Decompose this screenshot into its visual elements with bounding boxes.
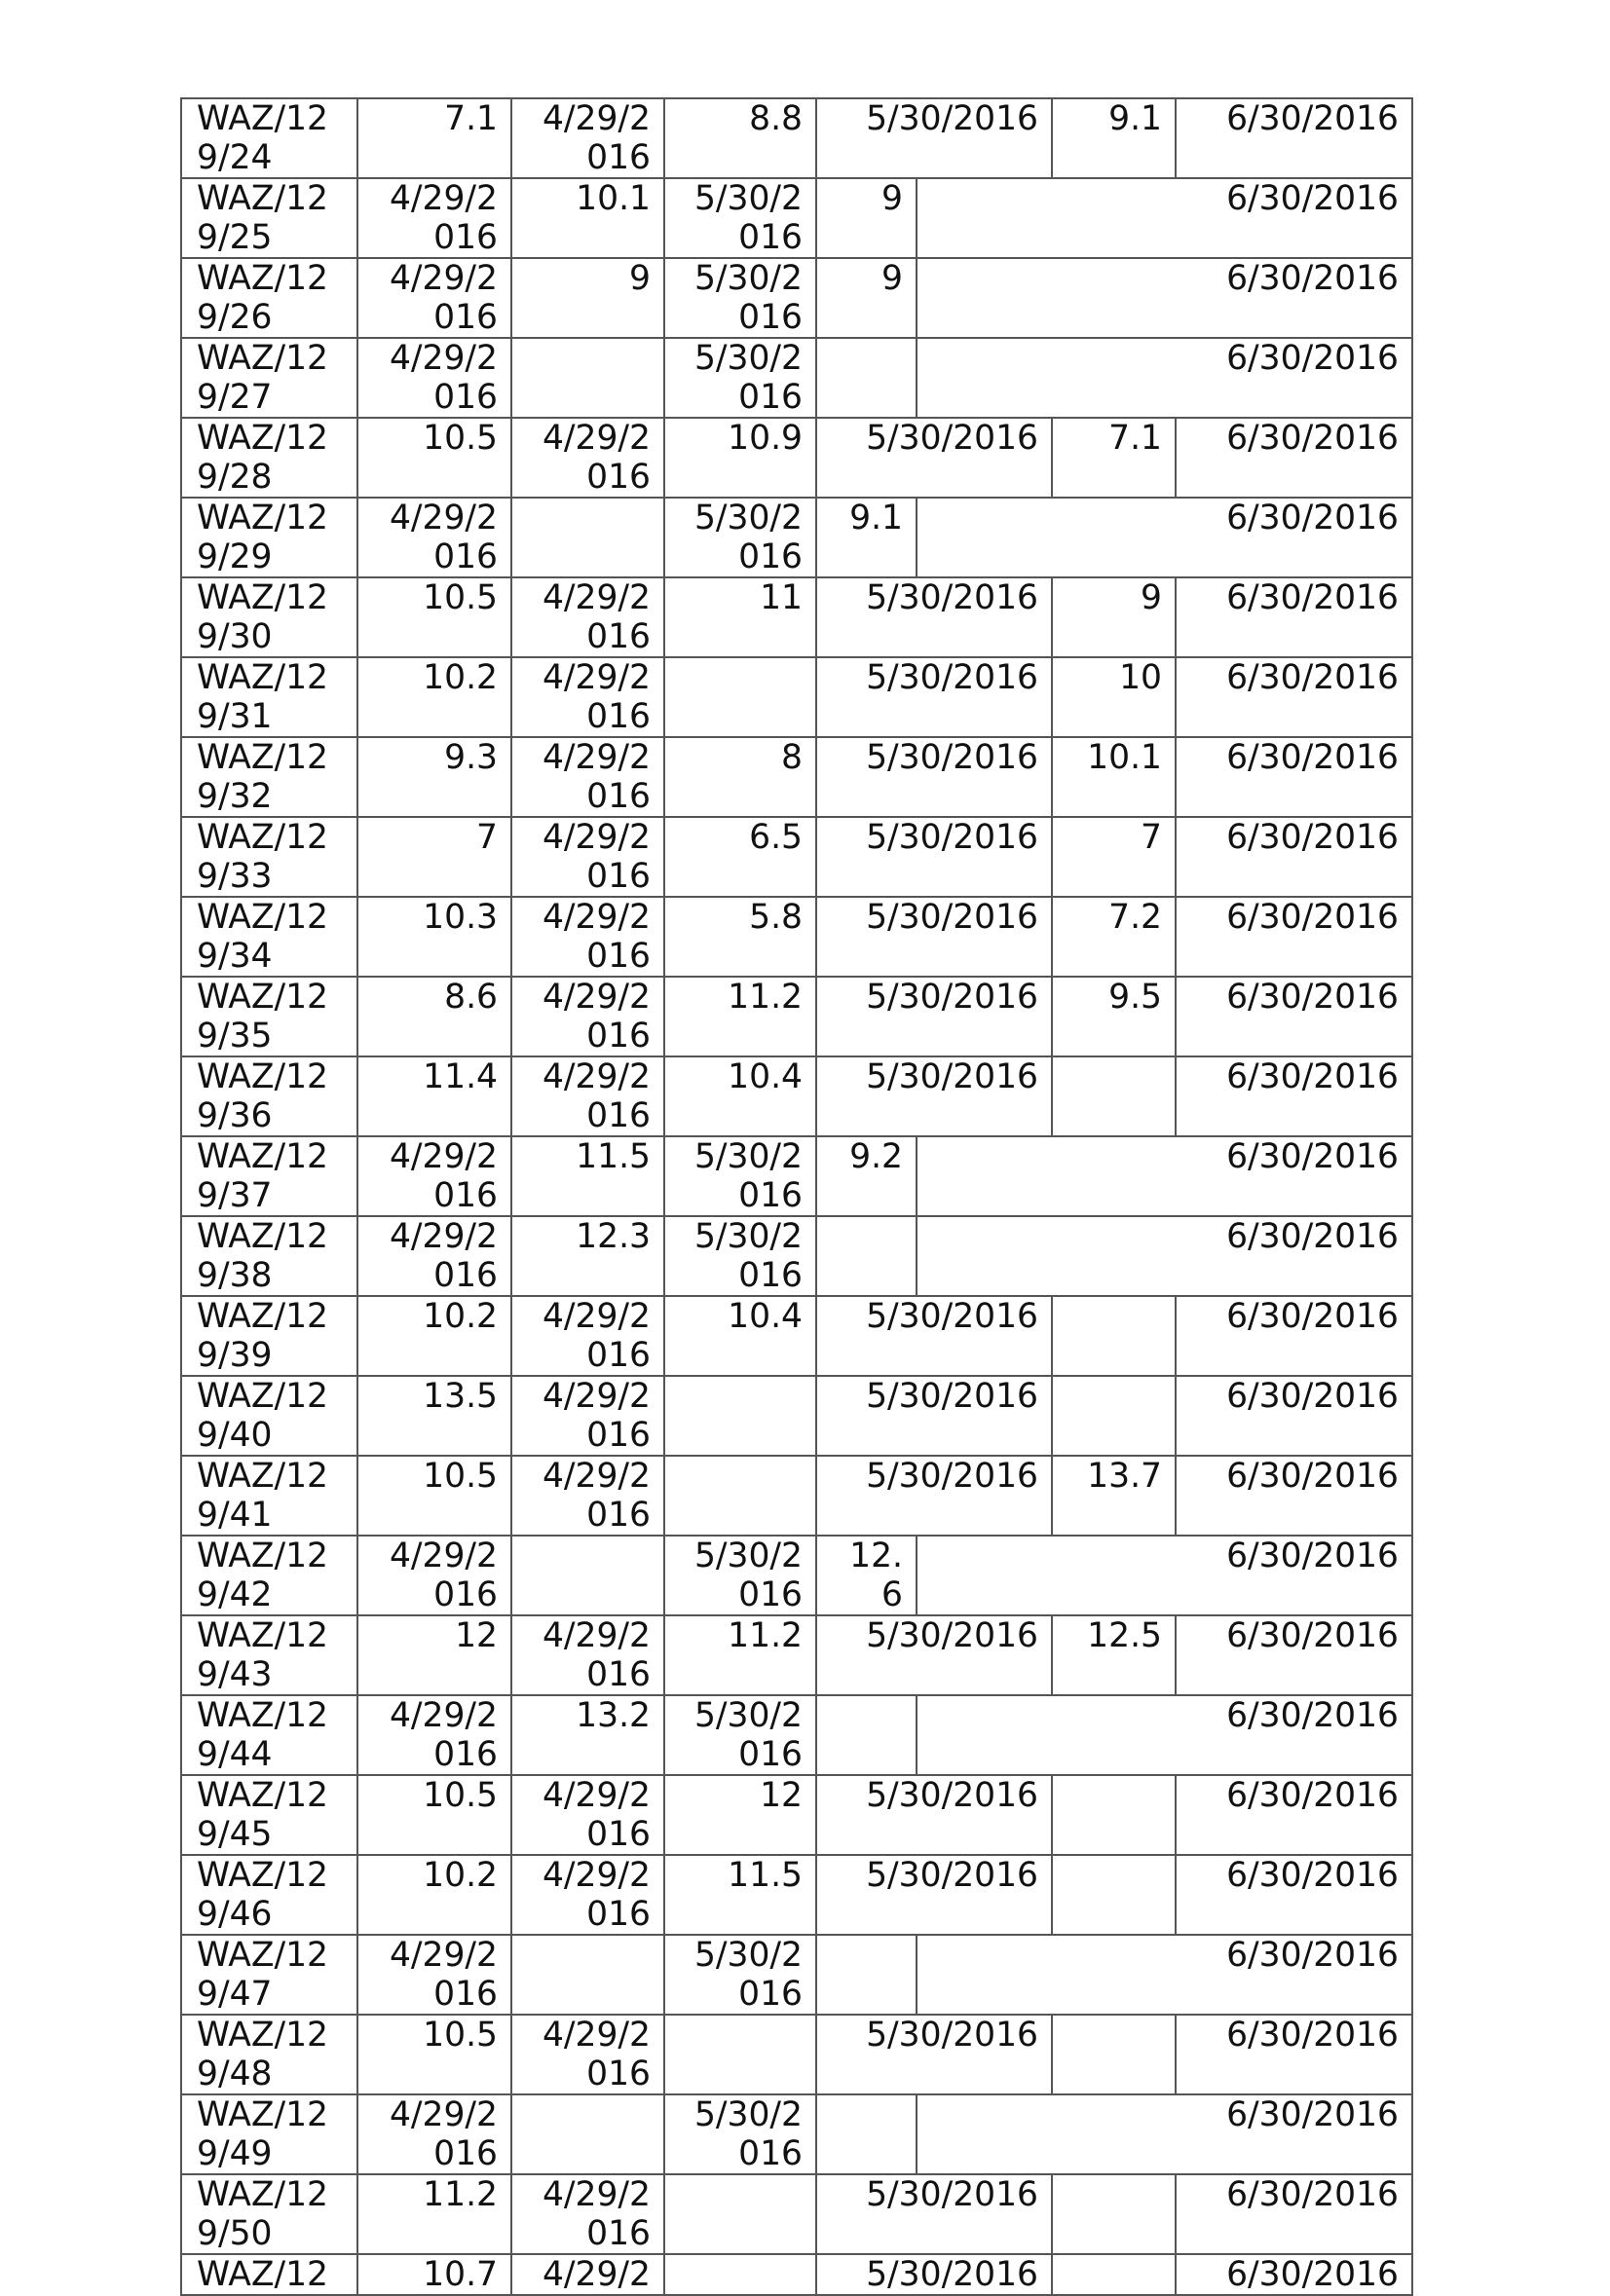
table-row	[181, 418, 1412, 498]
value-cell-1: 12	[357, 1615, 511, 1695]
value-cell-2: 10.9	[664, 418, 816, 498]
sample-id-cell: WAZ/129/30	[181, 577, 357, 657]
table-row	[181, 1216, 1412, 1296]
sample-id-cell: WAZ/129/41	[181, 1456, 357, 1536]
date-cell-2: 5/30/2016	[816, 1376, 1052, 1456]
date-cell-1: 4/29/2016	[511, 1775, 664, 1855]
date-cell-1: 4/29/2016	[511, 817, 664, 897]
date-cell-1: 4/29/2016	[357, 1695, 511, 1775]
sample-id-cell: WAZ/129/25	[181, 178, 357, 258]
value-cell-1: 7	[357, 817, 511, 897]
date-cell-1: 4/29/2016	[357, 258, 511, 338]
value-cell-3: 9.1	[1052, 98, 1176, 178]
date-cell-2: 5/30/2016	[664, 1216, 816, 1296]
date-cell-1: 4/29/2016	[511, 1056, 664, 1136]
date-cell-1: 4/29/2016	[511, 977, 664, 1056]
date-cell-3: 6/30/2016	[1176, 1056, 1412, 1136]
date-cell-3: 6/30/2016	[917, 1536, 1412, 1615]
value-cell-2: 6.5	[664, 817, 816, 897]
date-cell-3: 6/30/2016	[1176, 98, 1412, 178]
date-cell-2: 5/30/2016	[816, 817, 1052, 897]
value-cell-1: 10.2	[357, 1855, 511, 1935]
sample-id-cell: WAZ/129/39	[181, 1296, 357, 1376]
date-cell-3: 6/30/2016	[917, 1935, 1412, 2015]
sample-id-cell: WAZ/129/48	[181, 2015, 357, 2094]
value-cell-3	[1052, 2174, 1176, 2254]
table-row	[181, 2174, 1412, 2254]
date-cell-3: 6/30/2016	[917, 258, 1412, 338]
date-cell-3: 6/30/2016	[1176, 1775, 1412, 1855]
value-cell-2: 8.8	[664, 98, 816, 178]
sample-id-cell: WAZ/129/44	[181, 1695, 357, 1775]
date-cell-2: 5/30/2016	[816, 737, 1052, 817]
date-cell-3: 6/30/2016	[1176, 1615, 1412, 1695]
sample-id-cell: WAZ/129/24	[181, 98, 357, 178]
value-cell-3: 7	[1052, 817, 1176, 897]
value-cell-1: 12.3	[511, 1216, 664, 1296]
table-row	[181, 1296, 1412, 1376]
date-cell-1: 4/29/2016	[357, 1136, 511, 1216]
value-cell-2: 12.6	[816, 1536, 917, 1615]
table-body	[181, 98, 1412, 2295]
date-cell-3: 6/30/2016	[917, 1695, 1412, 1775]
date-cell-2: 5/30/2016	[664, 1136, 816, 1216]
value-cell-1: 7.1	[357, 98, 511, 178]
value-cell-3: 13.7	[1052, 1456, 1176, 1536]
value-cell-2	[664, 2174, 816, 2254]
value-cell-2	[816, 2094, 917, 2174]
table-row	[181, 1695, 1412, 1775]
value-cell-1: 10.5	[357, 418, 511, 498]
sample-id-cell: WAZ/129/26	[181, 258, 357, 338]
sample-id-cell: WAZ/129/45	[181, 1775, 357, 1855]
value-cell-1	[511, 338, 664, 418]
value-cell-1: 10.5	[357, 1456, 511, 1536]
date-cell-3: 6/30/2016	[1176, 2015, 1412, 2094]
sample-id-cell: WAZ/129/37	[181, 1136, 357, 1216]
date-cell-2: 5/30/2016	[816, 2254, 1052, 2295]
date-cell-1: 4/29/2016	[357, 2094, 511, 2174]
date-cell-2: 5/30/2016	[816, 1056, 1052, 1136]
value-cell-1: 10.5	[357, 577, 511, 657]
value-cell-3	[1052, 1296, 1176, 1376]
value-cell-3: 10	[1052, 657, 1176, 737]
value-cell-1: 10.2	[357, 1296, 511, 1376]
date-cell-3: 6/30/2016	[1176, 977, 1412, 1056]
value-cell-1: 10.1	[511, 178, 664, 258]
value-cell-2: 9	[816, 258, 917, 338]
sample-id-cell: WAZ/129/35	[181, 977, 357, 1056]
date-cell-1: 4/29/2016	[511, 2015, 664, 2094]
table-row	[181, 1855, 1412, 1935]
date-cell-1: 4/29/2016	[511, 98, 664, 178]
value-cell-1	[511, 1536, 664, 1615]
value-cell-2: 11	[664, 577, 816, 657]
value-cell-3: 7.2	[1052, 897, 1176, 977]
date-cell-3: 6/30/2016	[1176, 817, 1412, 897]
value-cell-2	[664, 2254, 816, 2295]
date-cell-3: 6/30/2016	[917, 1216, 1412, 1296]
date-cell-2: 5/30/2016	[816, 1775, 1052, 1855]
value-cell-2: 10.4	[664, 1056, 816, 1136]
date-cell-2: 5/30/2016	[664, 178, 816, 258]
table-row	[181, 258, 1412, 338]
value-cell-3	[1052, 1056, 1176, 1136]
value-cell-1: 10.2	[357, 657, 511, 737]
value-cell-2: 5.8	[664, 897, 816, 977]
value-cell-2: 10.4	[664, 1296, 816, 1376]
table-row	[181, 1136, 1412, 1216]
date-cell-1: 4/29/2016	[511, 737, 664, 817]
date-cell-2: 5/30/2016	[816, 657, 1052, 737]
date-cell-1: 4/29/2016	[511, 418, 664, 498]
sample-id-cell: WAZ/129/47	[181, 1935, 357, 2015]
date-cell-2: 5/30/2016	[816, 977, 1052, 1056]
date-cell-2: 5/30/2016	[816, 98, 1052, 178]
date-cell-3: 6/30/2016	[1176, 1376, 1412, 1456]
value-cell-1	[511, 498, 664, 577]
date-cell-3: 6/30/2016	[1176, 657, 1412, 737]
value-cell-1: 11.4	[357, 1056, 511, 1136]
table-row	[181, 178, 1412, 258]
value-cell-1: 9.3	[357, 737, 511, 817]
sample-id-cell: WAZ/129/36	[181, 1056, 357, 1136]
value-cell-1	[511, 1935, 664, 2015]
table-row	[181, 1056, 1412, 1136]
date-cell-3: 6/30/2016	[917, 178, 1412, 258]
date-cell-3: 6/30/2016	[1176, 577, 1412, 657]
value-cell-2	[664, 2015, 816, 2094]
sample-id-cell: WAZ/129/33	[181, 817, 357, 897]
sample-id-cell: WAZ/129/40	[181, 1376, 357, 1456]
sample-id-cell: WAZ/129/49	[181, 2094, 357, 2174]
value-cell-2: 9.2	[816, 1136, 917, 1216]
value-cell-3	[1052, 1376, 1176, 1456]
table-row	[181, 737, 1412, 817]
table-row	[181, 98, 1412, 178]
table-row	[181, 338, 1412, 418]
table-row	[181, 2254, 1412, 2295]
date-cell-1: 4/29/2016	[511, 897, 664, 977]
value-cell-1: 10.5	[357, 2015, 511, 2094]
table-row	[181, 1615, 1412, 1695]
value-cell-3: 7.1	[1052, 418, 1176, 498]
date-cell-1: 4/29/2016	[357, 338, 511, 418]
table-row	[181, 2094, 1412, 2174]
value-cell-2	[816, 338, 917, 418]
date-cell-1: 4/29/2016	[511, 1855, 664, 1935]
value-cell-1: 11.2	[357, 2174, 511, 2254]
date-cell-1: 4/29/2016	[357, 178, 511, 258]
value-cell-1: 10.7	[357, 2254, 511, 2295]
value-cell-3	[1052, 2015, 1176, 2094]
date-cell-3: 6/30/2016	[917, 498, 1412, 577]
value-cell-3: 12.5	[1052, 1615, 1176, 1695]
sample-id-cell: WAZ/12	[181, 2254, 357, 2295]
date-cell-2: 5/30/2016	[816, 1615, 1052, 1695]
table-row	[181, 657, 1412, 737]
date-cell-2: 5/30/2016	[664, 498, 816, 577]
value-cell-2	[816, 1216, 917, 1296]
value-cell-1: 10.5	[357, 1775, 511, 1855]
table-row	[181, 1456, 1412, 1536]
table-row	[181, 1376, 1412, 1456]
date-cell-3: 6/30/2016	[1176, 2254, 1412, 2295]
sample-id-cell: WAZ/129/32	[181, 737, 357, 817]
table-row	[181, 817, 1412, 897]
sample-id-cell: WAZ/129/27	[181, 338, 357, 418]
value-cell-1: 13.5	[357, 1376, 511, 1456]
value-cell-3	[1052, 2254, 1176, 2295]
value-cell-2: 12	[664, 1775, 816, 1855]
table-row	[181, 1536, 1412, 1615]
value-cell-3: 9	[1052, 577, 1176, 657]
date-cell-2: 5/30/2016	[816, 1296, 1052, 1376]
date-cell-1: 4/29/2016	[511, 577, 664, 657]
table-row	[181, 2015, 1412, 2094]
sample-id-cell: WAZ/129/34	[181, 897, 357, 977]
date-cell-2: 5/30/2016	[816, 2174, 1052, 2254]
value-cell-3: 10.1	[1052, 737, 1176, 817]
date-cell-2: 5/30/2016	[816, 2015, 1052, 2094]
date-cell-3: 6/30/2016	[917, 338, 1412, 418]
table-row	[181, 1935, 1412, 2015]
table-row	[181, 1775, 1412, 1855]
date-cell-1: 4/29/2016	[357, 498, 511, 577]
date-cell-2: 5/30/2016	[816, 1855, 1052, 1935]
table-row	[181, 577, 1412, 657]
date-cell-1: 4/29/2016	[511, 2174, 664, 2254]
date-cell-3: 6/30/2016	[1176, 2174, 1412, 2254]
value-cell-3	[1052, 1775, 1176, 1855]
date-cell-3: 6/30/2016	[917, 2094, 1412, 2174]
date-cell-1: 4/29/2016	[357, 1216, 511, 1296]
value-cell-1: 11.5	[511, 1136, 664, 1216]
sample-id-cell: WAZ/129/46	[181, 1855, 357, 1935]
date-cell-1: 4/29/2016	[511, 1376, 664, 1456]
value-cell-2: 11.2	[664, 1615, 816, 1695]
date-cell-2: 5/30/2016	[664, 2094, 816, 2174]
data-table	[180, 97, 1413, 2296]
date-cell-3: 6/30/2016	[1176, 1456, 1412, 1536]
sample-id-cell: WAZ/129/43	[181, 1615, 357, 1695]
table-row	[181, 498, 1412, 577]
value-cell-1: 10.3	[357, 897, 511, 977]
value-cell-3: 9.5	[1052, 977, 1176, 1056]
value-cell-2	[664, 1456, 816, 1536]
sample-id-cell: WAZ/129/29	[181, 498, 357, 577]
date-cell-3: 6/30/2016	[917, 1136, 1412, 1216]
table-row	[181, 897, 1412, 977]
value-cell-2: 11.2	[664, 977, 816, 1056]
date-cell-2: 5/30/2016	[664, 1536, 816, 1615]
sample-id-cell: WAZ/129/28	[181, 418, 357, 498]
date-cell-2: 5/30/2016	[816, 897, 1052, 977]
value-cell-2: 9	[816, 178, 917, 258]
value-cell-2: 8	[664, 737, 816, 817]
date-cell-2: 5/30/2016	[664, 258, 816, 338]
value-cell-2: 9.1	[816, 498, 917, 577]
date-cell-2: 5/30/2016	[664, 1695, 816, 1775]
table-row	[181, 977, 1412, 1056]
value-cell-1	[511, 2094, 664, 2174]
sample-id-cell: WAZ/129/42	[181, 1536, 357, 1615]
value-cell-2	[664, 657, 816, 737]
value-cell-3	[1052, 1855, 1176, 1935]
value-cell-1: 9	[511, 258, 664, 338]
date-cell-1: 4/29/2016	[511, 1615, 664, 1695]
value-cell-1: 8.6	[357, 977, 511, 1056]
date-cell-2: 5/30/2016	[816, 1456, 1052, 1536]
date-cell-3: 6/30/2016	[1176, 897, 1412, 977]
date-cell-1: 4/29/2	[511, 2254, 664, 2295]
sample-id-cell: WAZ/129/31	[181, 657, 357, 737]
value-cell-2	[664, 1376, 816, 1456]
date-cell-3: 6/30/2016	[1176, 1296, 1412, 1376]
date-cell-1: 4/29/2016	[511, 657, 664, 737]
date-cell-2: 5/30/2016	[816, 577, 1052, 657]
value-cell-1: 13.2	[511, 1695, 664, 1775]
date-cell-1: 4/29/2016	[511, 1456, 664, 1536]
value-cell-2: 11.5	[664, 1855, 816, 1935]
date-cell-1: 4/29/2016	[357, 1536, 511, 1615]
date-cell-1: 4/29/2016	[357, 1935, 511, 2015]
date-cell-2: 5/30/2016	[816, 418, 1052, 498]
date-cell-3: 6/30/2016	[1176, 418, 1412, 498]
value-cell-2	[816, 1695, 917, 1775]
date-cell-2: 5/30/2016	[664, 1935, 816, 2015]
date-cell-3: 6/30/2016	[1176, 737, 1412, 817]
sample-id-cell: WAZ/129/50	[181, 2174, 357, 2254]
sample-id-cell: WAZ/129/38	[181, 1216, 357, 1296]
value-cell-2	[816, 1935, 917, 2015]
date-cell-1: 4/29/2016	[511, 1296, 664, 1376]
date-cell-2: 5/30/2016	[664, 338, 816, 418]
date-cell-3: 6/30/2016	[1176, 1855, 1412, 1935]
